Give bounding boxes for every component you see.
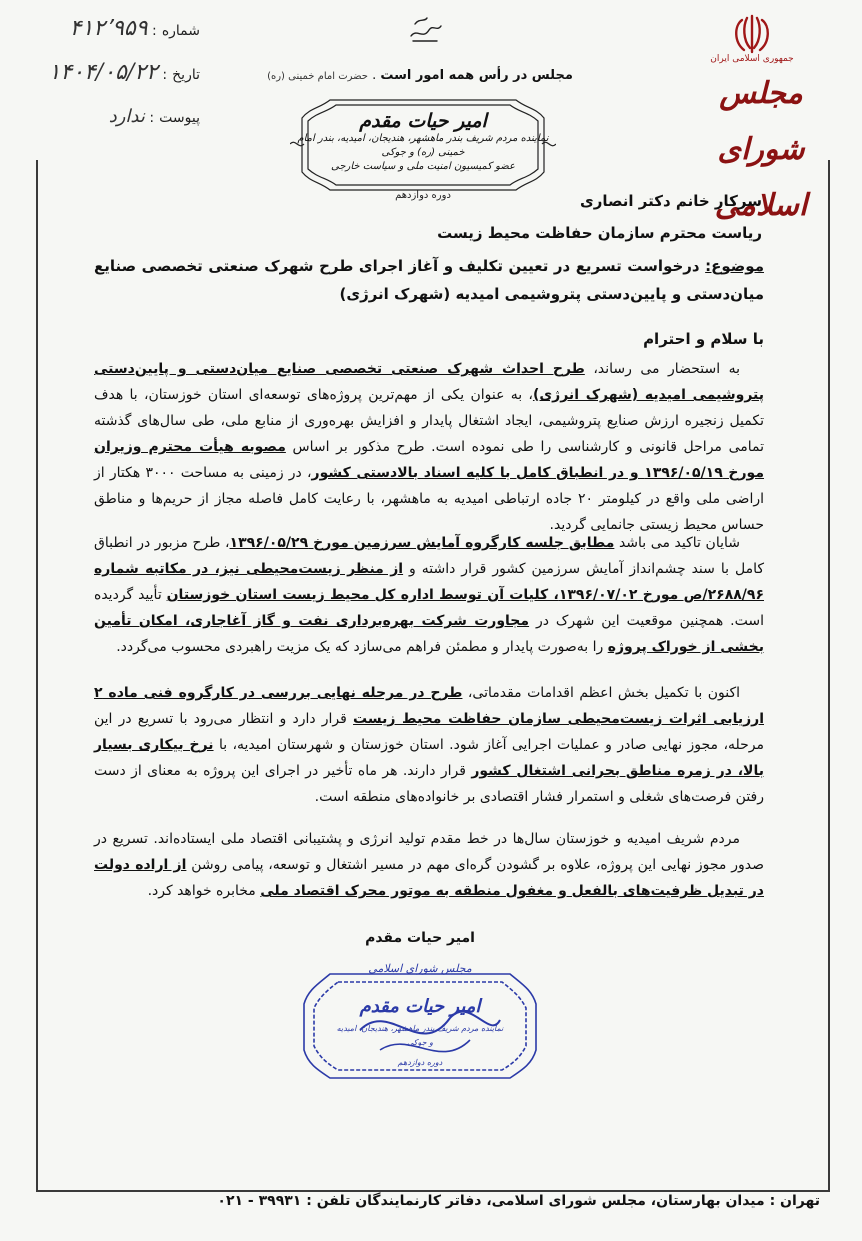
p2-text-e: تأیید گردیده است. همچنین موقعیت این شهرک در (94, 587, 765, 629)
attachment-value: ندارد (108, 106, 145, 127)
motto: مجلس در رأس همه امور است . حضرت امام خمینی (ره) (267, 68, 573, 83)
p1-text-c: ، به عنوان یکی از مهم‌ترین پروژه‌های توسعه‌ای استان خوزستان، با هدف تکمیل زنجیره ارزش صنایع پتروشیمی، ایجاد اشتغال پایدار و افزایش بهره‌وری از منابع ملی، طی سال‌های گذشته تمامی مراحل قانونی و کارشناسی را طی نموده است. طرح مذکور بر اساس (94, 387, 764, 455)
footer-address: تهران : میدان بهارستان، مجلس شورای اسلامی، دفاتر کارنمایندگان تلفن : ۳۹۹۳۱ - ۰۲۱ (217, 1193, 820, 1209)
seal-title: مجلس شورای اسلامی (368, 962, 472, 975)
p2-text-a: شایان تاکید می باشد (614, 535, 740, 551)
plaque-commission: عضو کمیسیون امنیت ملی و سیاست خارجی (331, 161, 515, 172)
p2-emph-meeting: مطابق جلسه کارگروه آمایش سرزمین مورخ ۱۳۹۶/۰۵/۲۹ (229, 535, 615, 551)
p1-emph-project: طرح احداث شهرک صنعتی تخصصی صنایع میان‌دستی و پایین‌دستی پتروشیمی امیدیه (شهرک انرژی) (94, 361, 764, 403)
p3-text-e: قرار دارند. هر ماه تأخیر در اجرای این پروژه به معنای از دست رفتن فرصت‌های شغلی و استمرار فشار اقتصادی بر خانواده‌های منطقه است. (94, 763, 764, 805)
p2-emph-environment: از منظر زیست‌محیطی نیز، در مکاتبه شماره ۲۶۸۸/۹۶/ص مورخ ۱۳۹۶/۰۷/۰۲، کلیات آن توسط اداره کل محیط زیست استان خوزستان (94, 561, 764, 603)
official-seal (300, 960, 540, 1090)
plaque-name: امیر حیات مقدم (359, 110, 487, 132)
addressee-title: ریاست محترم سازمان حفاظت محیط زیست (437, 224, 762, 242)
date-label: تاریخ (172, 67, 200, 83)
p4-text-c: مخابره خواهد کرد. (147, 883, 261, 899)
p1-text-e: ، در زمینی به مساحت ۳۰۰۰ هکتار از اراضی ملی واقع در کیلومتر ۲۰ جاده ارتباطی امیدیه به ماهشهر، با رعایت کامل فاصله مجاز از حریم‌ها و مناطق حساس محیط زیستی جانمایی گردید. (94, 465, 764, 533)
plaque-constituency: نماینده مردم شریف بندر ماهشهر، هندیجان، امیدیه، بندر امام خمینی (ره) و جوکی (297, 133, 549, 158)
paragraph-1 (94, 356, 764, 538)
paragraph-3 (94, 680, 764, 810)
seal-term: دوره دوازدهم (397, 1058, 443, 1067)
motto-main: مجلس در رأس همه امور است (380, 68, 573, 83)
p3-text-a: اکنون با تکمیل بخش اعظم اقدامات مقدماتی، (462, 685, 740, 701)
seal-line: نماینده مردم شریف بندر ماهشهر، هندیجان، امیدیه (336, 1024, 504, 1033)
paragraph-4 (94, 826, 764, 904)
p3-emph-review: طرح در مرحله نهایی بررسی در کارگروه فنی ماده ۲ ارزیابی اثرات زیست‌محیطی سازمان حفاظت محیط زیست (94, 685, 764, 727)
subject-text: درخواست تسریع در تعیین تکلیف و آغاز اجرای طرح شهرک صنعتی تخصصی صنایع میان‌دستی و پایین‌دستی پتروشیمی امیدیه (شهرک انرژی) (94, 257, 764, 303)
signer-name: امیر حیات مقدم (365, 930, 475, 946)
seal-line-2: و جوکی (407, 1038, 433, 1047)
bismillah-calligraphy-icon (405, 14, 445, 44)
paragraph-2 (94, 530, 764, 660)
parliament-logo-title: مجلس شورای اسلامی (714, 76, 808, 223)
addressee: سرکار خانم دکتر انصاری (579, 192, 762, 210)
p2-text-c: ، طرح مزبور در انطباق کامل با سند چشم‌انداز آمایش سرزمین کشور قرار داشته و (94, 535, 764, 577)
emblem-caption: جمهوری اسلامی ایران (710, 54, 794, 64)
letter-subject (94, 252, 764, 308)
p2-emph-feedstock: مجاورت شرکت بهره‌برداری نفت و گاز آغاجاری، امکان تأمین بخشی از خوراک پروژه (94, 613, 764, 655)
plaque-term: دوره دوازدهم (395, 190, 451, 201)
p4-text-a: مردم شریف امیدیه و خوزستان سال‌ها در خط مقدم تولید انرژی و پشتیبانی اقتصاد ملی ایستاده‌اند. تسریع در صدور مجوز نهایی این پروژه، علاوه بر گشودن گره‌ای مهم در مسیر اشتغال و توسعه، پیامی روشن (94, 831, 764, 873)
iran-emblem-icon (720, 12, 784, 56)
number-label: شماره (161, 23, 200, 39)
meta-number-row: شماره : ۴۱۲٬۹۵۹ (69, 16, 200, 41)
meta-attachment-row: پیوست : ندارد (108, 106, 200, 127)
number-value: ۴۱۲٬۹۵۹ (69, 16, 148, 41)
attachment-label: پیوست (159, 110, 200, 126)
p2-text-g: را به‌صورت پایدار و مطمئن فراهم می‌سازد که یک مزیت راهبردی محسوب می‌گردد. (116, 639, 608, 655)
seal-name: امیر حیات مقدم (359, 996, 481, 1017)
greeting: با سلام و احترام (643, 330, 764, 348)
p3-emph-unemployment: نرخ بیکاری بسیار بالا، در زمره مناطق بحرانی اشتغال کشور (94, 737, 764, 779)
meta-date-row: تاریخ : ۱۴۰۴/۰۵/۲۲ (48, 60, 200, 85)
motto-attribution: حضرت امام خمینی (ره) (267, 71, 368, 82)
p4-emph-government: از اراده دولت در تبدیل ظرفیت‌های بالفعل و مغفول منطقه به موتور محرک اقتصاد ملی (94, 857, 764, 899)
p3-text-c: قرار دارد و انتظار می‌رود با تسریع در این مرحله، مجوز نهایی صادر و عملیات اجرایی آغاز شود. استان خوزستان و شهرستان امیدیه، با (94, 711, 764, 753)
p1-emph-resolution: مصوبه هیأت محترم وزیران مورخ ۱۳۹۶/۰۵/۱۹ و در انطباق کامل با کلیه اسناد بالادستی کشور (94, 439, 765, 481)
date-value: ۱۴۰۴/۰۵/۲۲ (48, 60, 158, 85)
p1-text-a: به استحضار می رساند، (584, 361, 740, 377)
subject-label: موضوع: (705, 257, 764, 275)
